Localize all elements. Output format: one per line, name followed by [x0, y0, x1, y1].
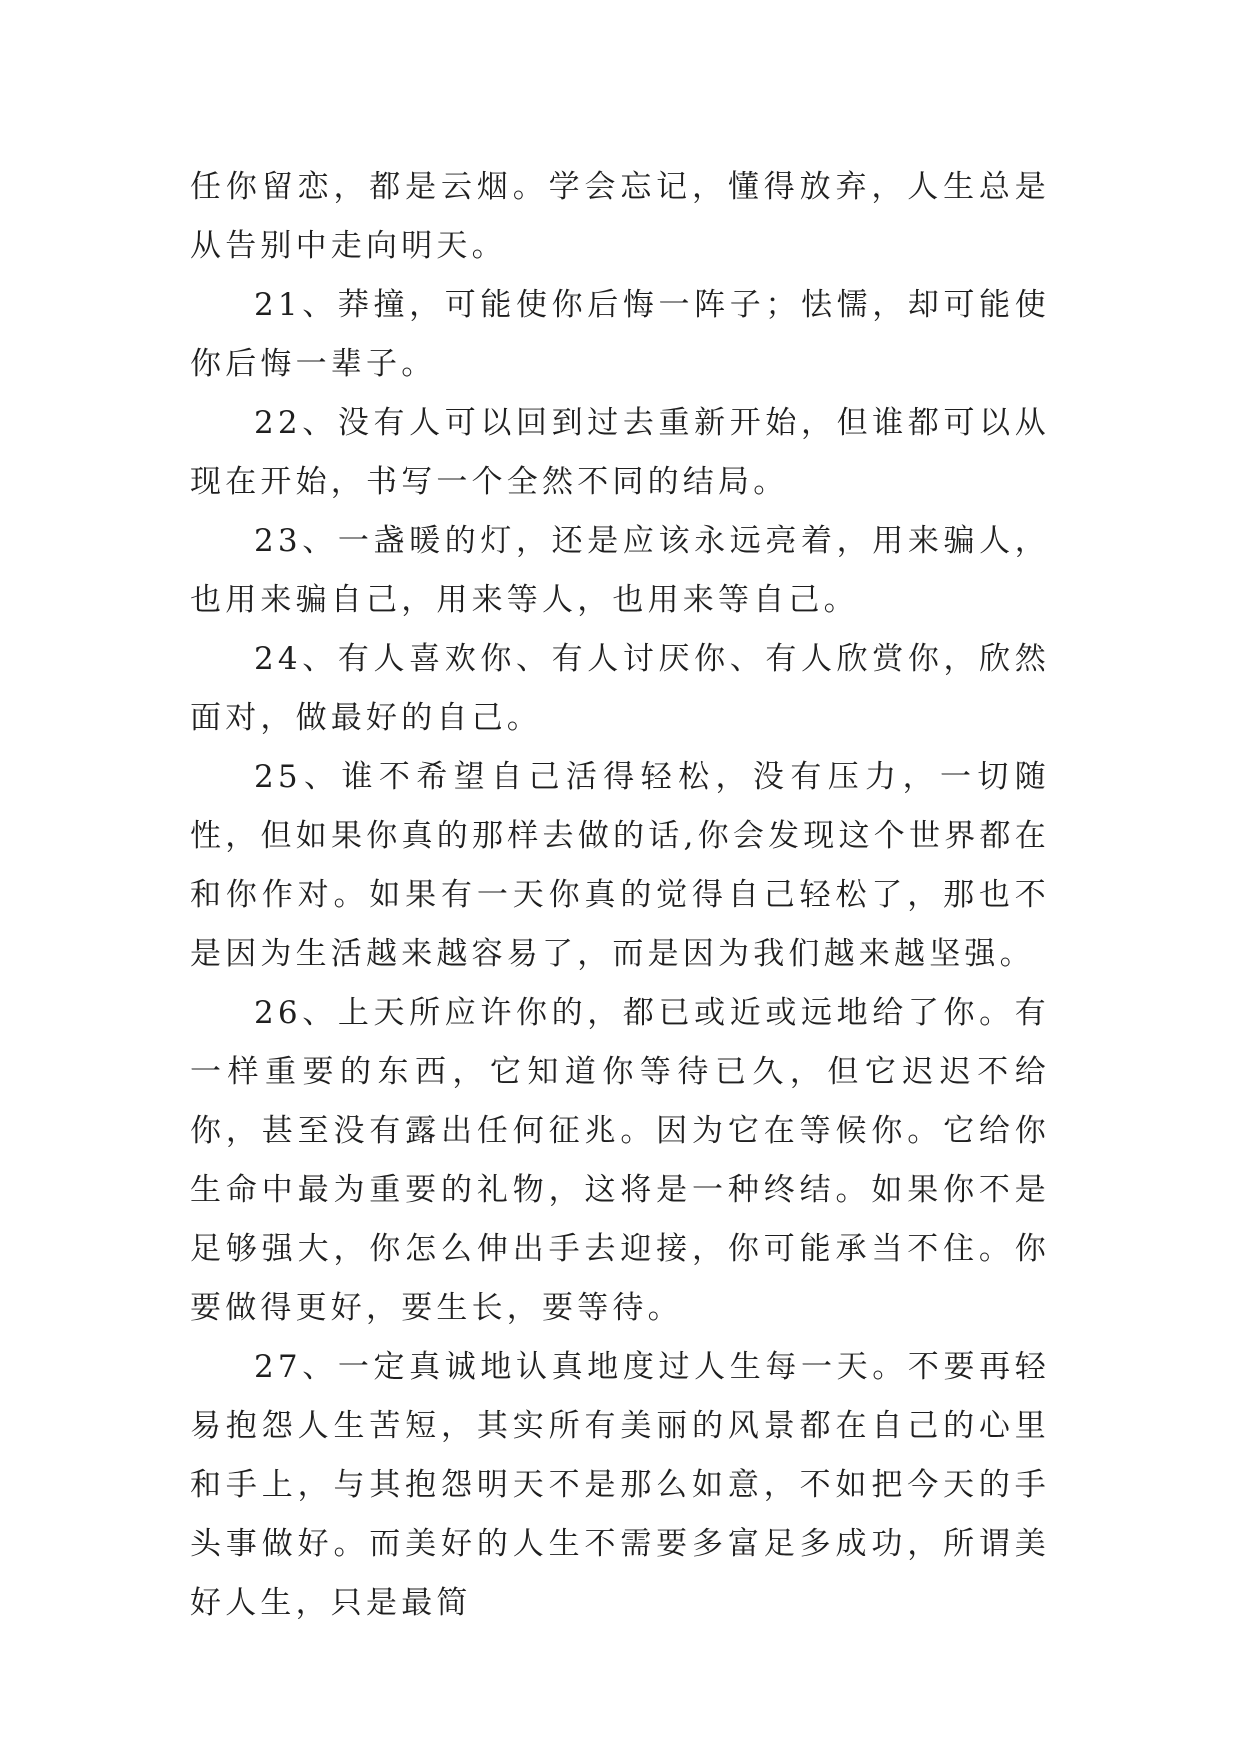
paragraph-21: 21、莽撞，可能使你后悔一阵子；怯懦，却可能使你后悔一辈子。	[190, 287, 1050, 382]
paragraph-27: 27、一定真诚地认真地度过人生每一天。不要再轻易抱怨人生苦短，其实所有美丽的风景都在自己的心里和手上，与其抱怨明天不是那么如意，不如把今天的手头事做好。而美好的人生不需要多富足多成功，所谓美好人生，只是最简	[190, 1349, 1050, 1621]
paragraph-20-tail: 任你留恋，都是云烟。学会忘记，懂得放弃，人生总是从告别中走向明天。	[190, 169, 1050, 264]
paragraph-25: 25、谁不希望自己活得轻松，没有压力，一切随性，但如果你真的那样去做的话,你会发现这个世界都在和你作对。如果有一天你真的觉得自己轻松了，那也不是因为生活越来越容易了，而是因为我们越来越坚强。	[190, 759, 1050, 972]
paragraph-24: 24、有人喜欢你、有人讨厌你、有人欣赏你，欣然面对，做最好的自己。	[190, 641, 1050, 736]
paragraph-23: 23、一盏暖的灯，还是应该永远亮着，用来骗人，也用来骗自己，用来等人，也用来等自己。	[190, 523, 1050, 618]
paragraph-22: 22、没有人可以回到过去重新开始，但谁都可以从现在开始，书写一个全然不同的结局。	[190, 405, 1050, 500]
paragraph-26: 26、上天所应许你的，都已或近或远地给了你。有一样重要的东西，它知道你等待已久，但它迟迟不给你，甚至没有露出任何征兆。因为它在等候你。它给你生命中最为重要的礼物，这将是一种终结。如果你不是足够强大，你怎么伸出手去迎接，你可能承当不住。你要做得更好，要生长，要等待。	[190, 995, 1050, 1326]
document-body	[190, 158, 1050, 1633]
